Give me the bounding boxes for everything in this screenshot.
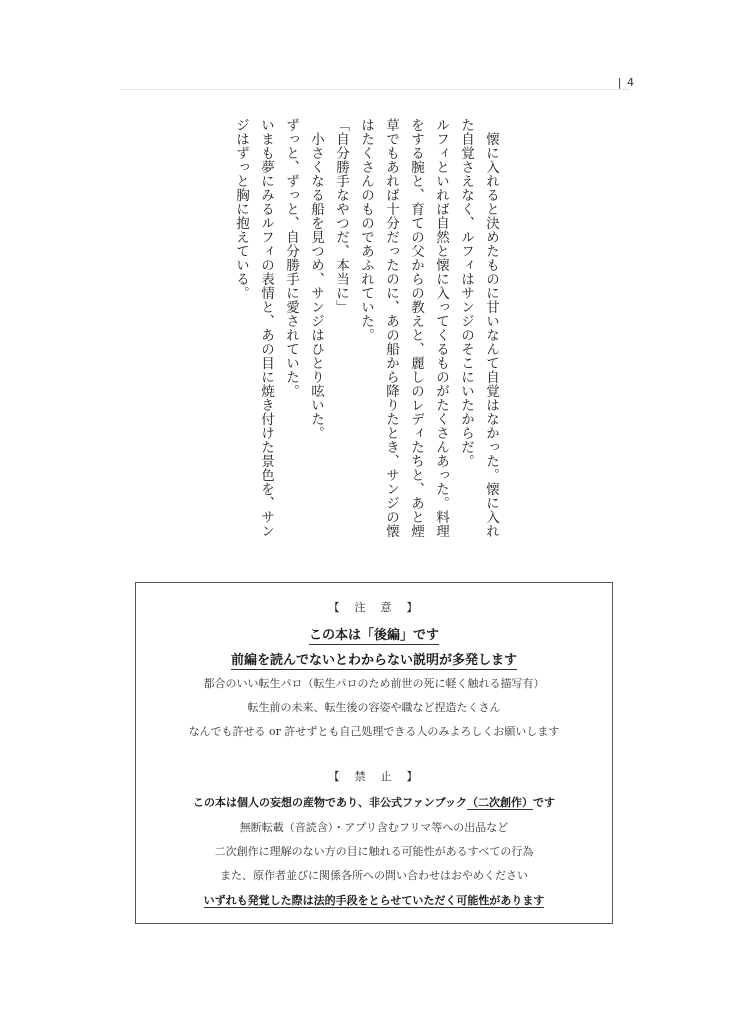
prohibit-fanbook-text: この本は個人の妄想の産物であり、非公式ファンブック [192, 796, 467, 809]
notice-box [135, 582, 613, 924]
prohibit-fanbook-derivative: （二次創作） [467, 796, 533, 809]
caution-heading: 【 注 意 】 [328, 601, 420, 614]
story-paragraph: 「自分勝手なやつだ、本当に」 [333, 118, 349, 314]
prohibit-inquiry-note: また、原作者並びに関係各所への問い合わせはおやめください [220, 869, 528, 882]
caution-acceptance-note: なんでも許せる or 許せずとも自己処理できる人のみよろしくお願いします [188, 725, 560, 738]
prohibit-heading: 【 禁 止 】 [328, 770, 420, 783]
caution-reincarnation-note: 都合のいい転生パロ（転生パロのため前世の死に軽く触れる描写有） [203, 677, 545, 690]
caution-sequel-text: この本は「後編」です [308, 628, 439, 643]
story-paragraph: 懐に入れると決めたものに甘いなんて自覚はなかった。懐に入れた自覚さえなく、ルフィはサンジのそこにいたからだ。 [458, 118, 499, 538]
caution-read-first-text: 前編を読んでないとわからない説明が多発します [230, 653, 517, 668]
prohibit-fanbook-note [136, 794, 612, 810]
story-paragraph: いまも夢にみるルフィの表情と、あの目に焼き付けた景色を、サンジはずっと胸に抱えている。 [233, 118, 274, 538]
prohibit-fanbook-suffix: です [533, 796, 555, 809]
story-paragraph: 小さくなる船を見つめ、サンジはひとり呟いた。 [308, 131, 324, 440]
caution-read-first-notice [136, 649, 612, 668]
caution-sequel-notice [136, 624, 612, 643]
page-number: | 4 [617, 76, 635, 89]
story-text [233, 118, 503, 538]
prohibit-exposure-note: 二次創作に理解のない方の目に触れる可能性があるすべての行為 [214, 845, 534, 858]
prohibit-legal-text: いずれも発覚した際は法的手段をとらせていただく可能性があります [203, 894, 545, 907]
caution-fabrication-note: 転生前の未来、転生後の容姿や職など捏造たくさん [247, 701, 501, 714]
prohibit-reprint-note: 無断転載（音読含）・アプリ含むフリマ等への出品など [239, 821, 509, 834]
story-paragraph: ずっと、ずっと、自分勝手に愛されていた。 [283, 118, 299, 398]
story-paragraph: ルフィといれば自然と懐に入ってくるものがたくさんあった。料理をする腕と、育ての父からの教えと、麗しのレディたちと、あと煙草でもあれば十分だったのに、あの船から降りたとき、サンジの懐はたくさんのものであふれていた。 [358, 118, 449, 538]
prohibit-legal-notice [136, 892, 612, 908]
header-divider [120, 89, 630, 90]
